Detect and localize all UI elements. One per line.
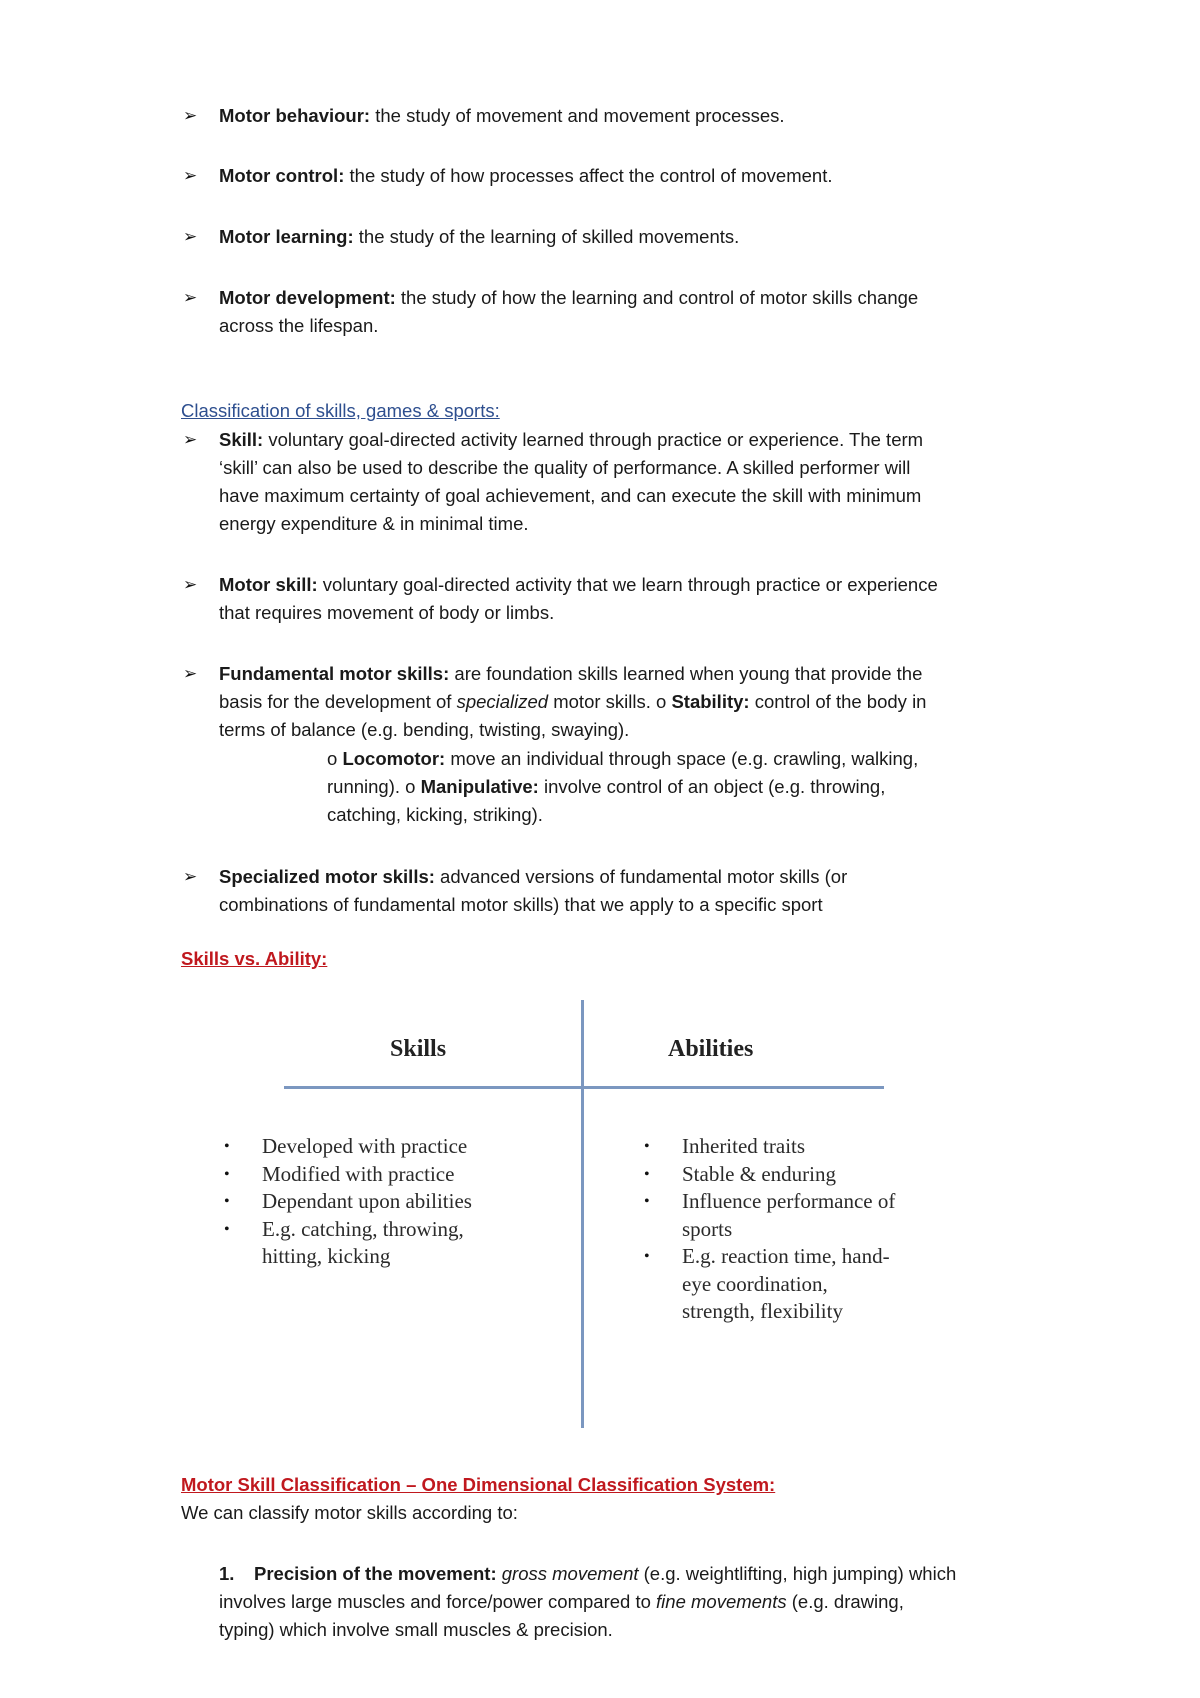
skills-list-item-cont: hitting, kicking [262, 1244, 391, 1268]
definition-motor-development-cont: across the lifespan. [219, 315, 379, 336]
precision-line2: involves large muscles and force/power compared to fine movements (e.g. drawing, [219, 1591, 904, 1612]
skill-definition-line1: Skill: voluntary goal-directed activity learned through practice or experience. The term [219, 429, 924, 450]
definition-motor-control: Motor control: the study of how processes affect the control of movement. [219, 165, 833, 186]
arrow-bullet-icon: ➢ [183, 227, 198, 246]
abilities-list-item: • E.g. reaction time, hand- [642, 1243, 895, 1271]
abilities-list-item-cont: strength, flexibility [682, 1299, 843, 1323]
one-dimensional-heading: Motor Skill Classification – One Dimensional Classification System: [181, 1474, 776, 1495]
bullet-icon: • [644, 1165, 650, 1183]
bullet-icon: • [224, 1165, 230, 1183]
skills-list [222, 1133, 472, 1271]
list-number: 1. [219, 1563, 235, 1584]
skills-vs-ability-heading: Skills vs. Ability: [181, 948, 328, 969]
skill-definition-line3: have maximum certainty of goal achievement, and can execute the skill with minimum [219, 485, 922, 506]
bullet-icon: • [224, 1193, 230, 1210]
precision-line1: Precision of the movement: gross movement (e.g. weightlifting, high jumping) which [254, 1563, 957, 1584]
arrow-bullet-icon: ➢ [183, 166, 198, 185]
skills-list-item: • Dependant upon abilities [222, 1188, 472, 1216]
bullet-icon: • [644, 1138, 650, 1155]
fundamental-line1: Fundamental motor skills: are foundation skills learned when young that provide the [219, 663, 923, 684]
bullet-icon: • [224, 1138, 230, 1155]
skills-list-item: • E.g. catching, throwing, [222, 1216, 472, 1244]
arrow-bullet-icon: ➢ [183, 664, 198, 683]
abilities-list-item: • Influence performance of [642, 1188, 895, 1216]
definition-motor-behaviour: Motor behaviour: the study of movement and movement processes. [219, 105, 785, 126]
definition-motor-development: Motor development: the study of how the learning and control of motor skills change [219, 287, 919, 308]
fundamental-line2: basis for the development of specialized motor skills. o Stability: control of the body in [219, 691, 927, 712]
arrow-bullet-icon: ➢ [183, 575, 198, 594]
skill-definition-line4: energy expenditure & in minimal time. [219, 513, 529, 534]
locomotor-line: o Locomotor: move an individual through space (e.g. crawling, walking, [327, 748, 919, 769]
classification-heading: Classification of skills, games & sports: [181, 400, 500, 421]
abilities-list [642, 1133, 895, 1326]
diagram-horizontal-divider [284, 1086, 884, 1089]
specialized-line2: combinations of fundamental motor skills) that we apply to a specific sport [219, 894, 823, 915]
manipulative-line2: catching, kicking, striking). [327, 804, 543, 825]
motor-skill-line1: Motor skill: voluntary goal-directed activity that we learn through practice or experience [219, 574, 938, 595]
skills-column-title: Skills [390, 1036, 447, 1062]
skills-list-item: • Modified with practice [222, 1161, 472, 1189]
arrow-bullet-icon: ➢ [183, 430, 198, 449]
arrow-bullet-icon: ➢ [183, 288, 198, 307]
arrow-bullet-icon: ➢ [183, 106, 198, 125]
skills-list-item: • Developed with practice [222, 1133, 472, 1161]
motor-skill-line2: that requires movement of body or limbs. [219, 602, 555, 623]
skill-definition-line2: ‘skill’ can also be used to describe the quality of performance. A skilled performer will [219, 457, 911, 478]
bullet-icon: • [224, 1220, 230, 1238]
abilities-column-title: Abilities [668, 1036, 754, 1062]
diagram-vertical-divider [581, 1000, 584, 1428]
abilities-list-item-cont: sports [682, 1216, 733, 1241]
manipulative-line: running). o Manipulative: involve control of an object (e.g. throwing, [327, 776, 886, 797]
one-dimensional-intro: We can classify motor skills according to: [181, 1502, 518, 1523]
skills-abilities-diagram [200, 1000, 920, 1440]
arrow-bullet-icon: ➢ [183, 867, 198, 886]
fundamental-line3: terms of balance (e.g. bending, twisting, swaying). [219, 719, 630, 740]
bullet-icon: • [644, 1248, 650, 1265]
precision-line3: typing) which involve small muscles & precision. [219, 1619, 613, 1640]
definition-motor-learning: Motor learning: the study of the learning of skilled movements. [219, 226, 740, 247]
abilities-list-item-cont: eye coordination, [682, 1271, 828, 1296]
abilities-list-item: • Stable & enduring [642, 1161, 895, 1189]
specialized-line1: Specialized motor skills: advanced versions of fundamental motor skills (or [219, 866, 848, 887]
abilities-list-item: • Inherited traits [642, 1133, 895, 1161]
bullet-icon: • [644, 1193, 650, 1210]
